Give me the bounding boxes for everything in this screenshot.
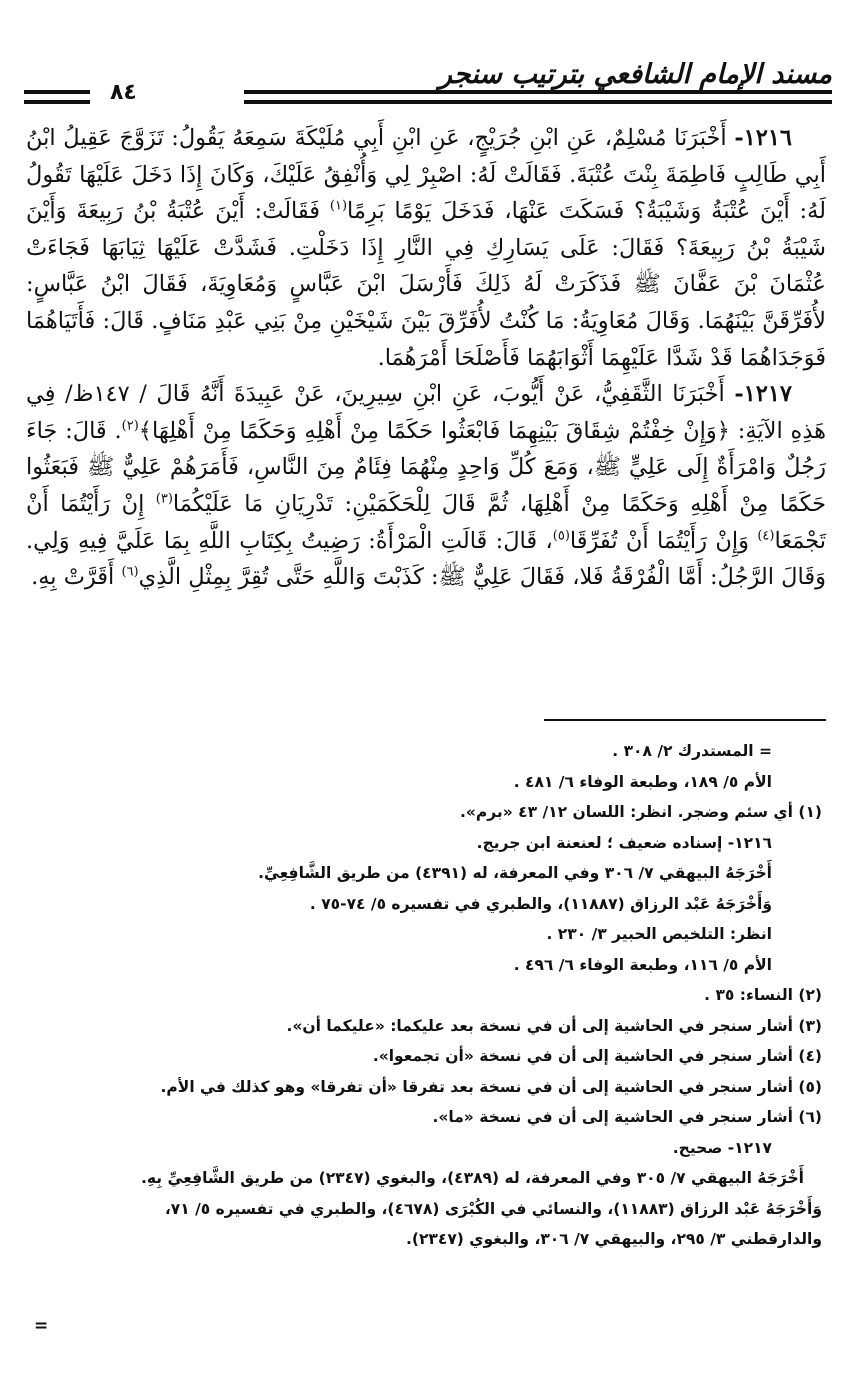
footnote-line: (٥) أشار سنجر في الحاشية إلى أن في نسخة بعد تفرقا «أن تفرقا» وهو كذلك في الأم.	[160, 1077, 822, 1096]
footnote-line: والدارقطني ٣/ ٢٩٥، والبيهقي ٧/ ٣٠٦، والبغوي (٢٣٤٧).	[405, 1230, 822, 1248]
footnote-line: أَخْرَجَهُ البيهقي ٧/ ٣٠٦ وفي المعرفة، له (٤٣٩١) من طريق الشَّافِعِيِّ.	[258, 864, 772, 882]
header-rule	[244, 90, 832, 94]
header-rule	[244, 100, 832, 104]
running-title: مسند الإمام الشافعي بترتيب سنجر	[438, 59, 832, 90]
footnote-line: (١) أي سئم وضجر. انظر: اللسان ١٢/ ٤٣ «برم».	[460, 803, 822, 821]
footnote-ref: (٢)	[121, 418, 139, 434]
footnote-line: (٢) النساء: ٣٥ .	[704, 986, 822, 1004]
hadith-text: أَقَرَّتْ بِهِ.	[31, 564, 122, 591]
footnote-line: (٣) أشار سنجر في الحاشية إلى أن في نسخة بعد عليكما: «عليكما أن».	[286, 1016, 822, 1035]
hadith-text: وَإِنْ رَأَيْتُمَا أَنْ تُفَرِّقَا	[569, 527, 758, 554]
hadith-number: ١٢١٧-	[734, 381, 792, 408]
hadith-number: ١٢١٦-	[734, 125, 792, 151]
page-number: ٨٤	[110, 80, 137, 105]
footnote-line: انظر: التلخيص الحبير ٣/ ٢٣٠ .	[546, 925, 772, 943]
footnote-line: وَأَخْرَجَهُ عَبْد الرزاق (١١٨٨٣)، والنسائي في الكُبْرَى (٤٦٧٨)، والطبري في تفسيره ٥/ ٧١،	[164, 1199, 822, 1218]
hadith-text: إِنْ رَأَيْتُمَا أَنْ تَجْمَعَا	[26, 490, 826, 554]
header-rule	[24, 100, 90, 104]
hadith-text: أَخْبَرَنَا مُسْلِمٌ، عَنِ ابْنِ جُرَيْجٍ، عَنِ ابْنِ أَبِي مُلَيْكَةَ سَمِعَهُ يَقُولُ: تَزَوَّجَ عَقِيلُ ابْنُ أَبِي طَالِبٍ فَاطِمَةَ بِنْتَ عُتْبَةَ. فَقَالَتْ لَهُ: اصْبِرْ لِي وَأُنْفِقُ عَلَيْكَ، وَكَانَ إِذَا دَخَلَ عَلَيْهَا تَقُولُ لَهُ: أَيْنَ عُتْبَةُ وَشَيْبَةُ؟ فَسَكَتَ عَنْهَا، فَدَخَلَ يَوْمًا بَرِمًا	[26, 125, 827, 225]
footnote-ref: (١)	[329, 198, 348, 214]
hadith-text: ، قَالَ: قَالَتِ الْمَرْأَةُ: رَضِيتُ بِكِتَابِ اللَّهِ بِمَا عَلَيَّ فِيهِ وَلِي. وَقَالَ الرَّجُلُ: أَمَّا الْفُرْقَةُ فَلا، فَقَالَ عَلِيٌّ ﷺ: كَذَبْتَ وَاللَّهِ حَتَّى تُقِرَّ بِمِثْلِ الَّذِي	[26, 527, 826, 591]
hadith-text: . قَالَ: جَاءَ رَجُلٌ وَامْرَأَةٌ إِلَى عَلِيٍّ ﷺ، وَمَعَ كُلِّ وَاحِدٍ مِنْهُمَا فِئَامٌ مِنَ النَّاسِ، فَأَمَرَهُمْ عَلِيٌّ ﷺ فَبَعَثُوا حَكَمًا مِنْ أَهْلِهِ وَحَكَمًا مِنْ أَهْلِهَا، ثُمَّ قَالَ لِلْحَكَمَيْنِ: تَدْرِيَانِ مَا عَلَيْكُمَا	[26, 417, 826, 517]
footnote-ref: (٤)	[757, 528, 775, 544]
footnote-line: الأم ٥/ ١٨٩، وطبعة الوفاء ٦/ ٤٨١ .	[513, 772, 772, 791]
footnote-line: (٦) أشار سنجر في الحاشية إلى أن في نسخة «ما».	[432, 1108, 822, 1126]
footnote-separator	[544, 719, 826, 721]
footnote-ref: (٣)	[155, 491, 173, 507]
footnote-line: ١٢١٦- إسناده ضعيف ؛ لعنعنة ابن جريج.	[476, 833, 772, 852]
footnote-line: (٤) أشار سنجر في الحاشية إلى أن في نسخة «أن تجمعوا».	[372, 1047, 822, 1065]
header-rule	[24, 90, 90, 94]
footnote-line: أَخْرَجَهُ البيهقي ٧/ ٣٠٥ وفي المعرفة، له (٤٣٨٩)، والبغوي (٢٣٤٧) من طريق الشَّافِعِيِّ بِهِ.	[141, 1169, 804, 1187]
footnote-ref: (٥)	[552, 528, 570, 544]
hadith-1216	[26, 120, 826, 376]
footnote-line: وَأَخْرَجَهُ عَبْد الرزاق (١١٨٨٧)، والطبري في تفسيره ٥/ ٧٤-٧٥ .	[309, 894, 772, 913]
footnotes	[32, 736, 822, 1255]
continuation-mark: =	[34, 1316, 49, 1336]
footnote-ref: (٦)	[121, 564, 139, 580]
footnote-line: ١٢١٧- صحيح.	[672, 1138, 772, 1157]
footnote-line: = المستدرك ٢/ ٣٠٨ .	[612, 742, 772, 760]
hadith-1217	[26, 376, 826, 596]
footnote-line: الأم ٥/ ١١٦، وطبعة الوفاء ٦/ ٤٩٦ .	[513, 955, 772, 974]
hadith-text: فَقَالَتْ: أَيْنَ عُتْبَةُ بْنُ رَبِيعَةَ وَأَيْنَ شَيْبَةُ بْنُ رَبِيعَةَ؟ فَقَالَ: عَلَى يَسَارِكِ فِي النَّارِ إِذَا دَخَلْتِ. فَشَدَّتْ عَلَيْهَا ثِيَابَهَا فَجَاءَتْ عُثْمَانَ بْنَ عَفَّانَ ﷺ فَذَكَرَتْ لَهُ ذَلِكَ فَأَرْسَلَ ابْنَ عَبَّاسٍ وَمُعَاوِيَةَ، فَقَالَ ابْنُ عَبَّاسٍ: لأُفَرِّقَنَّ بَيْنَهُمَا. وَقَالَ مُعَاوِيَةُ: مَا كُنْتُ لأُفَرِّقَ بَيْنَ شَيْخَيْنِ مِنْ بَنِي عَبْدِ مَنَافٍ. قَالَ: فَأَتَيَاهُمَا فَوَجَدَاهُمَا قَدْ شَدَّا عَلَيْهِمَا أَثْوَابَهُمَا فَأَصْلَحَا أَمْرَهُمَا.	[26, 198, 826, 371]
hadith-text: أَخْبَرَنَا الثَّقَفِيُّ، عَنْ أَيُّوبَ، عَنِ ابْنِ سِيرِينَ، عَنْ عَبِيدَةَ أَنَّهُ قَالَ / ١٤٧ظ/ فِي هَذِهِ الآيَةِ: ﴿وَإِنْ خِفْتُمْ شِقَاقَ بَيْنِهِمَا فَابْعَثُوا حَكَمًا مِنْ أَهْلِهِ وَحَكَمًا مِنْ أَهْلِهَا﴾	[26, 381, 826, 444]
main-text	[26, 120, 826, 596]
